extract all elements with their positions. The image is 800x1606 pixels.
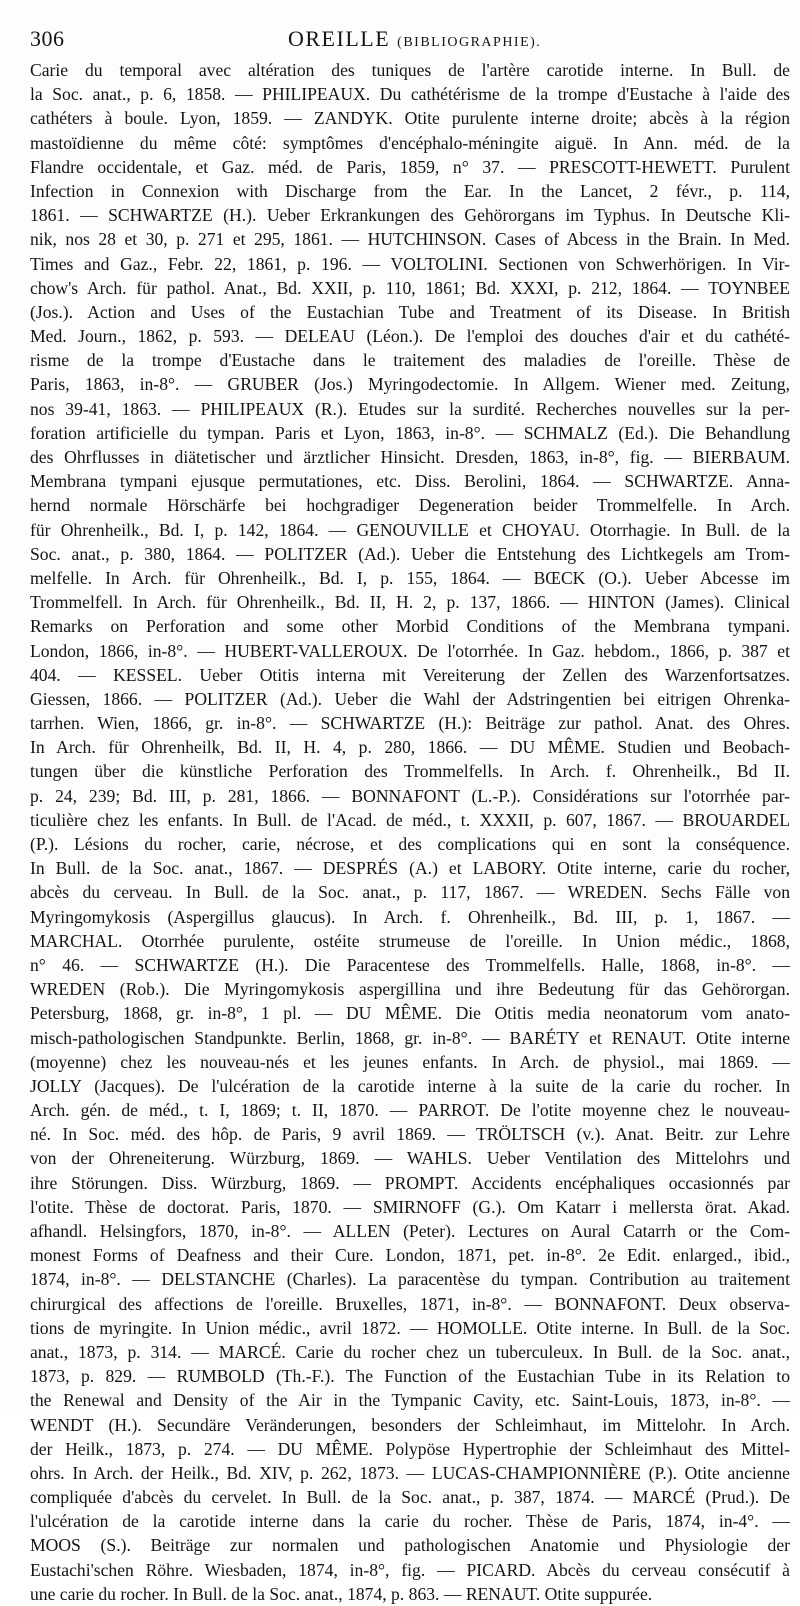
text-line: ohrs. In Arch. der Heilk., Bd. XIV, p. 262, 1873. — LUCAS-CHAMPIONNIÈRE (P.). Otite ancienne xyxy=(30,1462,790,1483)
text-line: anat., 1873, p. 314. — MARCÉ. Carie du rocher chez un tuberculeux. In Bull. de la Soc. anat., xyxy=(30,1341,790,1362)
text-line: 1874, in-8°. — DELSTANCHE (Charles). La paracentèse du tympan. Contribution au traitement xyxy=(30,1269,790,1290)
text-line: von der Ohreneiterung. Würzburg, 1869. — WAHLS. Ueber Ventilation des Mittelohrs und xyxy=(30,1148,790,1169)
text-line: Paris, 1863, in-8°. — GRUBER (Jos.) Myringodectomie. In Allgem. Wiener med. Zeitung, xyxy=(30,374,790,395)
text-line: Flandre occidentale, et Gaz. méd. de Paris, 1859, n° 37. — PRESCOTT-HEWETT. Purulent xyxy=(30,156,790,177)
text-line: Eustachi'schen Röhre. Wiesbaden, 1874, in-8°, fig. — PICARD. Abcès du cerveau consécutif à xyxy=(30,1559,790,1580)
running-head xyxy=(288,26,541,52)
text-line: Membrana tympani ejusque permutationes, etc. Diss. Berolini, 1864. — SCHWARTZE. Anna- xyxy=(30,471,790,492)
text-line: nik, nos 28 et 30, p. 271 et 295, 1861. — HUTCHINSON. Cases of Abcess in the Brain. In Med. xyxy=(30,229,790,250)
text-line: des Ohrflusses in diätetischer und ärztlicher Hinsicht. Dresden, 1863, in-8°, fig. — BIERBAUM. xyxy=(30,447,790,467)
text-line: cathéters à boule. Lyon, 1859. — ZANDYK. Otite purulente interne droite; abcès à la région xyxy=(30,108,790,129)
text-line: misch-pathologischen Standpunkte. Berlin, 1868, gr. in-8°. — BARÉTY et RENAUT. Otite interne xyxy=(30,1027,790,1048)
text-line: Soc. anat., p. 380, 1864. — POLITZER (Ad.). Ueber die Entstehung des Lichtkegels am Trom- xyxy=(30,543,790,564)
text-line: MARCHAL. Otorrhée purulente, ostéite strumeuse de l'oreille. In Union médic., 1868, xyxy=(30,930,790,951)
text-line: ihre Störungen. Diss. Würzburg, 1869. — PROMPT. Accidents encéphaliques occasionnés par xyxy=(30,1172,790,1193)
text-line: abcès du cerveau. In Bull. de la Soc. anat., p. 117, 1867. — WREDEN. Sechs Fälle von xyxy=(30,882,790,903)
text-line: nos 39-41, 1863. — PHILIPEAUX (R.). Etudes sur la surdité. Recherches nouvelles sur la per- xyxy=(30,398,790,419)
text-line: Remarks on Perforation and some other Morbid Conditions of the Membrana tympani. xyxy=(30,616,790,637)
text-line: monest Forms of Deafness and their Cure. London, 1871, pet. in-8°. 2e Edit. enlarged., ibid., xyxy=(30,1245,790,1266)
text-line: (P.). Lésions du rocher, carie, nécrose, et des complications qui en sont la conséquence. xyxy=(30,834,790,854)
text-line: London, 1866, in-8°. — HUBERT-VALLEROUX. De l'otorrhée. In Gaz. hebdom., 1866, p. 387 et xyxy=(30,640,790,661)
text-line: Times and Gaz., Febr. 22, 1861, p. 196. — VOLTOLINI. Sectionen von Schwerhörigen. In Vir- xyxy=(30,253,790,274)
text-line: Infection in Connexion with Discharge from the Ear. In the Lancet, 2 févr., p. 114, xyxy=(30,180,790,201)
text-line: une carie du rocher. In Bull. de la Soc. anat., 1874, p. 863. — RENAUT. Otite suppurée. xyxy=(30,1583,653,1604)
running-subtitle: (BIBLIOGRAPHIE). xyxy=(397,35,542,50)
text-line: né. In Soc. méd. des hôp. de Paris, 9 avril 1869. — TRÖLTSCH (v.). Anat. Beitr. zur Lehre xyxy=(30,1124,790,1145)
text-line: WENDT (H.). Secundäre Veränderungen, besonders der Schleimhaut, im Mittelohr. In Arch. xyxy=(30,1414,790,1435)
text-line: tarrhen. Wien, 1866, gr. in-8°. — SCHWARTZE (H.): Beiträge zur pathol. Anat. des Ohres. xyxy=(30,713,790,734)
text-line: melfelle. In Arch. für Ohrenheilk., Bd. I, p. 155, 1864. — BŒCK (O.). Ueber Abcesse im xyxy=(30,567,790,588)
running-title: OREILLE xyxy=(288,26,391,51)
text-line: der Heilk., 1873, p. 274. — DU MÊME. Polypöse Hypertrophie der Schleimhaut des Mittel- xyxy=(30,1438,790,1459)
text-line: In Bull. de la Soc. anat., 1867. — DESPRÉS (A.) et LABORY. Otite interne, carie du rocher, xyxy=(30,858,790,879)
page-number: 306 xyxy=(30,26,65,51)
text-line: Myringomykosis (Aspergillus glaucus). In Arch. f. Ohrenheilk., Bd. III, p. 1, 1867. — xyxy=(30,906,790,927)
text-line: risme de la trompe d'Eustache dans le traitement des maladies de l'oreille. Thèse de xyxy=(30,350,790,371)
text-line: ticulière chez les enfants. In Bull. de l'Acad. de méd., t. XXXII, p. 607, 1867. — BROUARDEL xyxy=(30,809,790,830)
text-line: compliquée d'abcès du cervelet. In Bull. de la Soc. anat., p. 387, 1874. — MARCÉ (Prud.). De xyxy=(30,1487,790,1508)
text-line: chow's Arch. für pathol. Anat., Bd. XXII, p. 110, 1861; Bd. XXXI, p. 212, 1864. — TOYNBEE xyxy=(30,277,790,298)
text-line: für Ohrenheilk., Bd. I, p. 142, 1864. — GENOUVILLE et CHOYAU. Otorrhagie. In Bull. de la xyxy=(30,519,790,540)
text-line: l'ulcération de la carotide interne dans la carie du rocher. Thèse de Paris, 1874, in-4°. — xyxy=(30,1511,790,1532)
text-line: hernd normale Hörschärfe bei hochgradiger Degeneration beider Trommelfelle. In Arch. xyxy=(30,495,790,516)
text-line: 1861. — SCHWARTZE (H.). Ueber Erkrankungen des Gehörorgans im Typhus. In Deutsche Kli- xyxy=(30,205,790,226)
text-line: Petersburg, 1868, gr. in-8°, 1 pl. — DU MÊME. Die Otitis media neonatorum vom anato- xyxy=(30,1003,790,1024)
text-line: 1873, p. 829. — RUMBOLD (Th.-F.). The Function of the Eustachian Tube in its Relation to xyxy=(30,1366,790,1387)
text-line: mastoïdienne du même côté: symptômes d'encéphalo-méningite aiguë. In Ann. méd. de la xyxy=(30,132,790,153)
text-line: In Arch. für Ohrenheilk, Bd. II, H. 4, p. 280, 1866. — DU MÊME. Studien und Beobach- xyxy=(30,737,790,758)
text-line: l'otite. Thèse de doctorat. Paris, 1870. — SMIRNOFF (G.). Om Katarr i mellersta örat. Akad. xyxy=(30,1196,790,1217)
text-line: tungen über die künstliche Perforation des Trommelfells. In Arch. f. Ohrenheilk., Bd II. xyxy=(30,761,790,782)
text-line: chirurgical des affections de l'oreille. Bruxelles, 1871, in-8°. — BONNAFONT. Deux observa- xyxy=(30,1293,790,1314)
page-header xyxy=(30,26,790,56)
text-line: (Jos.). Action and Uses of the Eustachian Tube and Treatment of its Disease. In British xyxy=(30,301,790,322)
text-line: WREDEN (Rob.). Die Myringomykosis aspergillina und ihre Bedeutung für das Gehörorgan. xyxy=(30,979,790,1000)
text-line: la Soc. anat., p. 6, 1858. — PHILIPEAUX. Du cathétérisme de la trompe d'Eustache à l'aide des xyxy=(30,84,790,105)
text-line: Giessen, 1866. — POLITZER (Ad.). Ueber die Wahl der Adstringentien bei eitrigen Ohrenka- xyxy=(30,688,790,709)
text-line: JOLLY (Jacques). De l'ulcération de la carotide interne à la suite de la carie du rocher. In xyxy=(30,1075,790,1096)
text-line: n° 46. — SCHWARTZE (H.). Die Paracentese des Trommelfells. Halle, 1868, in-8°. — xyxy=(30,954,790,975)
text-line: 404. — KESSEL. Ueber Otitis interna mit Vereiterung der Zellen des Warzenfortsatzes. xyxy=(30,664,790,685)
text-line: foration artificielle du tympan. Paris et Lyon, 1863, in-8°. — SCHMALZ (Ed.). Die Behandlung xyxy=(30,422,790,443)
text-line: p. 24, 239; Bd. III, p. 281, 1866. — BONNAFONT (L.-P.). Considérations sur l'otorrhée par- xyxy=(30,785,790,806)
text-line: Trommelfell. In Arch. für Ohrenheilk., Bd. II, H. 2, p. 137, 1866. — HINTON (James). Clinical xyxy=(30,592,790,613)
text-line: (moyenne) chez les nouveau-nés et les jeunes enfants. In Arch. de physiol., mai 1869. — xyxy=(30,1051,790,1072)
text-line: Med. Journ., 1862, p. 593. — DELEAU (Léon.). De l'emploi des douches d'air et du cathété- xyxy=(30,326,790,347)
text-line: tions de myringite. In Union médic., avril 1872. — HOMOLLE. Otite interne. In Bull. de la Soc. xyxy=(30,1317,790,1338)
bibliography-text xyxy=(30,58,790,1606)
text-line: Carie du temporal avec altération des tuniques de l'artère carotide interne. In Bull. de xyxy=(30,60,790,80)
text-line: afhandl. Helsingfors, 1870, in-8°. — ALLEN (Peter). Lectures on Aural Catarrh or the Com- xyxy=(30,1221,790,1241)
text-line: the Renewal and Density of the Air in the Tympanic Cavity, etc. Saint-Louis, 1873, in-8°. — xyxy=(30,1390,790,1411)
text-line: Arch. gén. de méd., t. I, 1869; t. II, 1870. — PARROT. De l'otite moyenne chez le nouveau- xyxy=(30,1100,790,1121)
text-line: MOOS (S.). Beiträge zur normalen und pathologischen Anatomie und Physiologie der xyxy=(30,1535,790,1556)
